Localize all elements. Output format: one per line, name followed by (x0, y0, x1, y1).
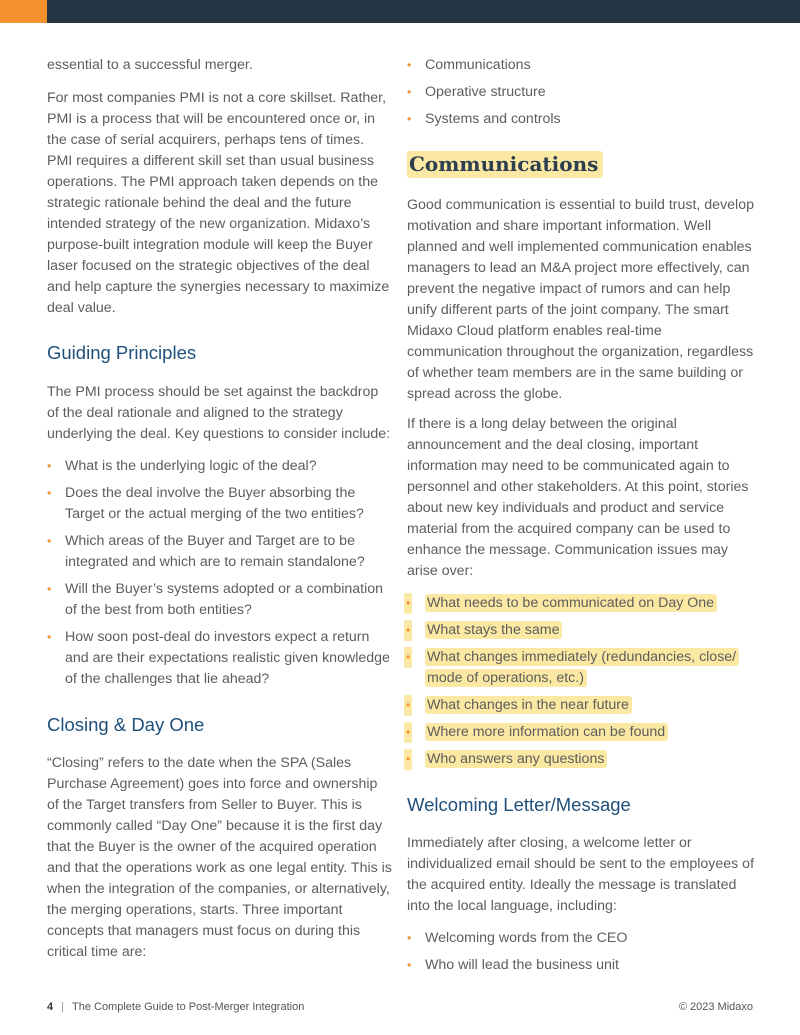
document-title: The Complete Guide to Post-Merger Integration (71, 1001, 305, 1013)
paragraph-guiding: The PMI process should be set against the backdrop of the deal rationale and aligned to the strategy underlying the deal. Key questions to consider include: (47, 384, 391, 442)
guiding-questions-list (47, 456, 392, 690)
paragraph-intro-end: essential to a successful merger. (47, 57, 253, 73)
list-item: • Which areas of the Buyer and Target are to be integrated and which are to remain standalone? (47, 533, 365, 570)
paragraph-long-delay: If there is a long delay between the original announcement and the deal closing, important information may need to be communicated again to personnel and other stakeholders. At this point, stories about new key individuals and product and service material from the acquired company can be used to enhance the message. Communication issues may arise over: (407, 416, 749, 579)
heading-guiding-principles: Guiding Principles (47, 342, 197, 363)
page-footer (47, 1001, 753, 1013)
bullet-icon: • (404, 722, 412, 743)
footer-separator: | (61, 1001, 64, 1013)
list-item: • Will the Buyer’s systems adopted or a combination of the best from both entities? (47, 581, 384, 618)
list-item: • What needs to be communicated on Day One (407, 593, 757, 614)
list-item: • What changes immediately (redundancies, close/ mode of operations, etc.) (407, 647, 757, 689)
bullet-icon: • (407, 58, 412, 72)
bullet-icon: • (407, 931, 412, 945)
bullet-icon: • (407, 112, 412, 126)
paragraph-good-communication: Good communication is essential to build trust, develop motivation and share important information. Well planned and well implemented communication enables managers to lead an M&A project more effectively, can prevent the negative impact of rumors and can help unify different parts of the joint company. The smart Midaxo Cloud platform enables real-time communication throughout the organization, regardless of whether team members are in the same building or spread across the globe. (407, 197, 754, 402)
paragraph-welcome: Immediately after closing, a welcome letter or individualized email should be sent to the employees of the acquired entity. Ideally the message is translated into the local language, including: (407, 835, 755, 914)
paragraph-closing: “Closing” refers to the date when the SPA (Sales Purchase Agreement) goes into force and ownership of the Target transfers from Seller to Buyer. This is commonly called “Day One” because it is the first day that the Buyer is the owner of the acquired operation and that the operations work as one legal entity. This is when the integration of the companies, or alternatively, the merging operations, starts. Three important concepts that managers must focus on during this critical time are: (47, 755, 392, 960)
list-item: • Welcoming words from the CEO (407, 928, 757, 949)
heading-communications-label: Communications (407, 151, 603, 178)
heading-welcoming-letter: Welcoming Letter/Message (407, 794, 631, 815)
bullet-icon: • (47, 459, 52, 473)
bullet-icon: • (404, 647, 412, 668)
list-item: • Operative structure (407, 82, 757, 103)
list-item: • Systems and controls (407, 109, 757, 130)
heading-closing-day-one: Closing & Day One (47, 714, 205, 735)
bullet-icon: • (47, 582, 52, 596)
list-item: • Who answers any questions (407, 749, 757, 770)
bullet-icon: • (404, 620, 412, 641)
bullet-icon: • (407, 85, 412, 99)
list-item: • What is the underlying logic of the deal? (47, 456, 392, 477)
bullet-icon: • (47, 534, 52, 548)
list-item: • What changes in the near future (407, 695, 757, 716)
welcome-contents-list (407, 928, 757, 976)
communication-issues-list (407, 593, 757, 770)
bullet-icon: • (47, 630, 52, 644)
bullet-icon: • (404, 749, 412, 770)
paragraph-pmi-skillset: For most companies PMI is not a core skillset. Rather, PMI is a process that will be encountered once or, in the case of serial acquirers, perhaps tens of times. PMI requires a different skill set than usual business operations. The PMI approach taken depends on the strategic rationale behind the deal and the future intended strategy of the new organization. Midaxo’s purpose-built integration module will keep the Buyer laser focused on the strategic objectives of the deal and help capture the synergies necessary to maximize deal value. (47, 90, 390, 316)
list-item: • Where more information can be found (407, 722, 757, 743)
bullet-icon: • (407, 958, 412, 972)
list-item: • Communications (407, 55, 757, 76)
list-item: • Does the deal involve the Buyer absorbing the Target or the actual merging of the two entities? (47, 485, 364, 522)
bullet-icon: • (404, 695, 412, 716)
list-item: • How soon post-deal do investors expect a return and are their expectations realistic given knowledge of the challenges that lie ahead? (47, 629, 390, 687)
bullet-icon: • (404, 593, 412, 614)
top-banner (0, 0, 800, 23)
copyright-notice: © 2023 Midaxo (678, 1001, 753, 1013)
list-item: • What stays the same (407, 620, 757, 641)
page-number: 4 (47, 1001, 54, 1013)
banner-accent (0, 0, 47, 23)
list-item: • Who will lead the business unit (407, 955, 757, 976)
concepts-list (407, 55, 757, 130)
heading-communications (407, 152, 603, 176)
bullet-icon: • (47, 486, 52, 500)
